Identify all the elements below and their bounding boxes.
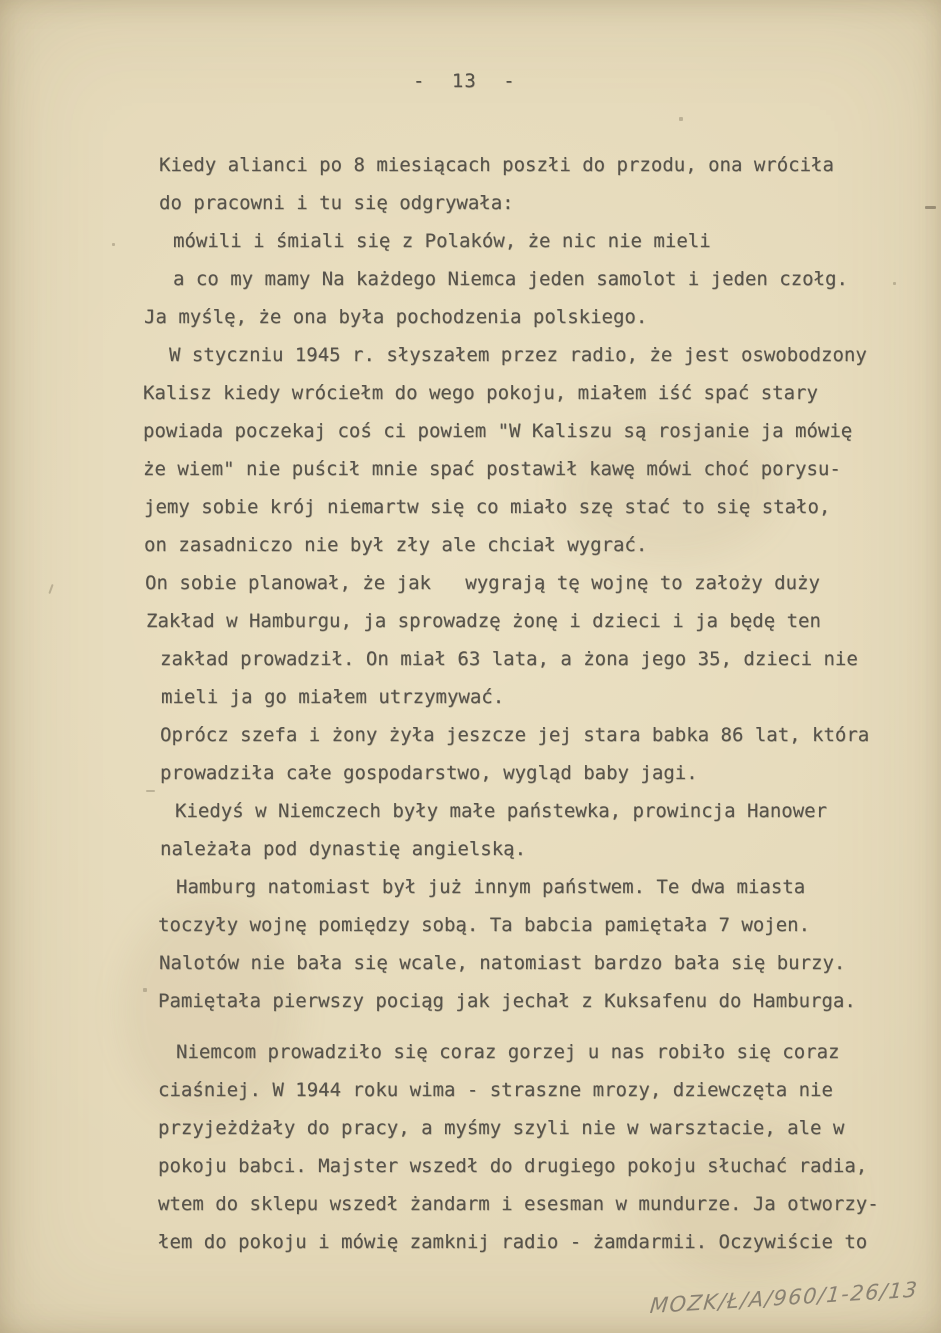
text-line: Hamburg natomiast był już innym państwem. Te dwa miasta <box>176 876 806 898</box>
text-line: Kalisz kiedy wróciełm do wego pokoju, miałem iść spać stary <box>143 382 818 404</box>
text-line: pokoju babci. Majster wszedł do drugiego pokoju słuchać radia, <box>158 1155 868 1177</box>
text-line: Pamiętała pierwszy pociąg jak jechał z Kuksafenu do Hamburga. <box>158 990 856 1012</box>
text-line: a co my mamy Na każdego Niemca jeden samolot i jeden czołg. <box>173 268 848 290</box>
text-line: powiada poczekaj coś ci powiem "W Kaliszu są rosjanie ja mówię <box>143 420 853 442</box>
document-lines <box>0 146 941 1261</box>
text-line: W styczniu 1945 r. słyszałem przez radio, że jest oswobodzony <box>169 344 867 366</box>
text-line: Oprócz szefa i żony żyła jeszcze jej stara babka 86 lat, która <box>160 724 870 746</box>
text-line: Nalotów nie bała się wcale, natomiast bardzo bała się burzy. <box>159 952 846 974</box>
text-line: Niemcom prowadziło się coraz gorzej u nas robiło się coraz <box>176 1041 840 1063</box>
text-line: ciaśniej. W 1944 roku wima - straszne mrozy, dziewczęta nie <box>158 1079 833 1101</box>
text-line: Kiedyś w Niemczech były małe państewka, prowincja Hanower <box>175 800 828 822</box>
text-line: że wiem" nie puścił mnie spać postawił kawę mówi choć porysu- <box>143 458 841 480</box>
archive-reference-handwriting: MOZK/Ł/A/960/1-26/13 <box>648 1277 920 1319</box>
text-line: On sobie planował, że jak wygrają tę wojnę to założy duży <box>145 572 820 594</box>
text-line: on zasadniczo nie był zły ale chciał wygrać. <box>144 534 648 556</box>
text-line: mówili i śmiali się z Polaków, że nic nie mieli <box>173 230 711 252</box>
text-line: toczyły wojnę pomiędzy sobą. Ta babcia pamiętała 7 wojen. <box>158 914 811 936</box>
text-line: Kiedy alianci po 8 miesiącach poszłi do przodu, ona wróciła <box>159 154 834 176</box>
text-line: jemy sobie krój niemartw się co miało szę stać to się stało, <box>144 496 831 518</box>
text-line: przyjeżdżały do pracy, a myśmy szyli nie w warsztacie, ale w <box>158 1117 845 1139</box>
text-line: Ja myślę, że ona była pochodzenia polskiego. <box>144 306 648 328</box>
text-line: prowadziła całe gospodarstwo, wygląd baby jagi. <box>160 762 698 784</box>
text-line: należała pod dynastię angielską. <box>160 838 527 860</box>
page-number: - 13 - <box>413 70 516 92</box>
text-line: mieli ja go miałem utrzymywać. <box>161 686 505 708</box>
text-line: zakład prowadził. On miał 63 lata, a żona jego 35, dzieci nie <box>160 648 858 670</box>
text-line: wtem do sklepu wszedł żandarm i esesman w mundurze. Ja otworzy- <box>158 1193 879 1215</box>
paper-speck <box>679 117 683 121</box>
text-line: do pracowni i tu się odgrywała: <box>159 192 514 214</box>
text-line: Zakład w Hamburgu, ja sprowadzę żonę i dzieci i ja będę ten <box>146 610 821 632</box>
text-line: łem do pokoju i mówię zamknij radio - żamdarmii. Oczywiście to <box>158 1231 868 1253</box>
